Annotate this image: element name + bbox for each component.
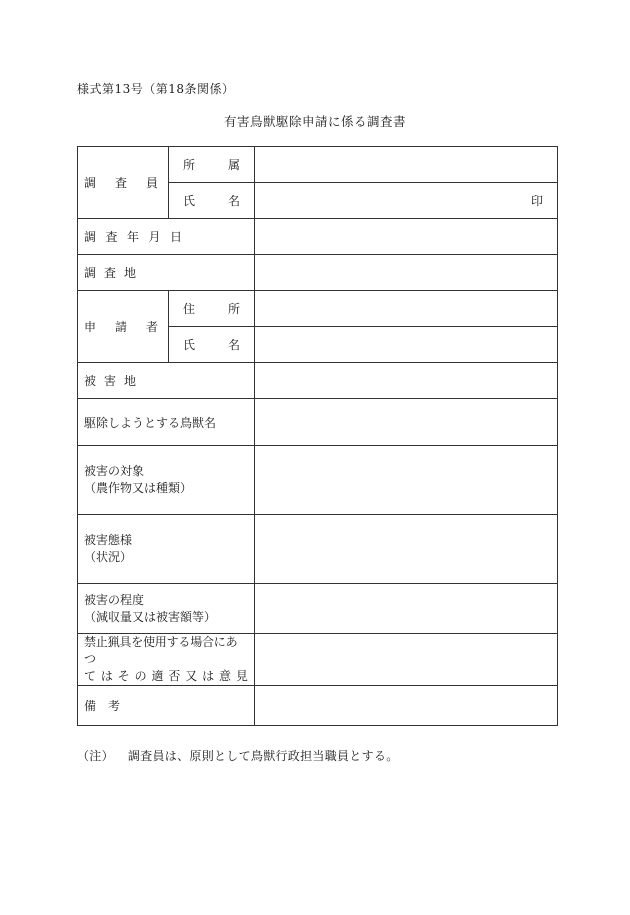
affiliation-label: 所 属 <box>169 147 255 183</box>
survey-location-label: 調 査 地 <box>78 255 255 291</box>
label-char: 調 <box>84 176 97 190</box>
row-survey-date <box>78 219 558 255</box>
footnote <box>77 747 399 764</box>
document-title: 有害鳥獣駆除申請に係る調査書 <box>223 114 406 129</box>
damage-extent-value <box>255 584 558 634</box>
row-species <box>78 399 558 446</box>
row-survey-location <box>78 255 558 291</box>
prohibited-trap-value <box>255 634 558 686</box>
note-text: 調査員は、原則として鳥獣行政担当職員とする。 <box>127 749 399 763</box>
address-value <box>255 291 558 327</box>
damage-target-value <box>255 446 558 515</box>
applicant-name-value <box>255 327 558 363</box>
prohibited-trap-label: 禁止猟具を使用する場合にあつ て は そ の 適 否 又 は 意 見 <box>78 634 255 686</box>
row-remarks <box>78 686 558 726</box>
row-investigator-affiliation <box>78 147 558 183</box>
damage-location-label: 被 害 地 <box>78 363 255 399</box>
survey-date-value <box>255 219 558 255</box>
row-applicant-address <box>78 291 558 327</box>
row-damage-target <box>78 446 558 515</box>
note-mark: （注） <box>77 749 114 763</box>
applicant-label: 申 請 者 <box>78 291 169 363</box>
affiliation-value <box>255 147 558 183</box>
damage-mode-label: 被害態様 （状況） <box>78 515 255 584</box>
damage-mode-value <box>255 515 558 584</box>
seal-mark: 印 <box>255 183 558 219</box>
label-char: 員 <box>145 176 158 190</box>
damage-location-value <box>255 363 558 399</box>
survey-location-value <box>255 255 558 291</box>
form-number: 様式第13号（第18条関係） <box>77 82 235 96</box>
investigator-label <box>78 147 169 219</box>
investigator-name-label: 氏 名 <box>169 183 255 219</box>
row-damage-location <box>78 363 558 399</box>
damage-extent-label: 被害の程度 （減収量又は被害額等） <box>78 584 255 634</box>
row-prohibited-trap <box>78 634 558 686</box>
label-char: 査 <box>114 176 127 190</box>
row-damage-extent <box>78 584 558 634</box>
survey-date-label: 調 査 年 月 日 <box>78 219 255 255</box>
survey-form-table <box>77 146 558 726</box>
species-label: 駆除しようとする鳥獣名 <box>78 399 255 446</box>
row-damage-mode <box>78 515 558 584</box>
species-value <box>255 399 558 446</box>
address-label: 住 所 <box>169 291 255 327</box>
remarks-label: 備 考 <box>78 686 255 726</box>
applicant-name-label: 氏 名 <box>169 327 255 363</box>
damage-target-label: 被害の対象 （農作物又は種類） <box>78 446 255 515</box>
remarks-value <box>255 686 558 726</box>
